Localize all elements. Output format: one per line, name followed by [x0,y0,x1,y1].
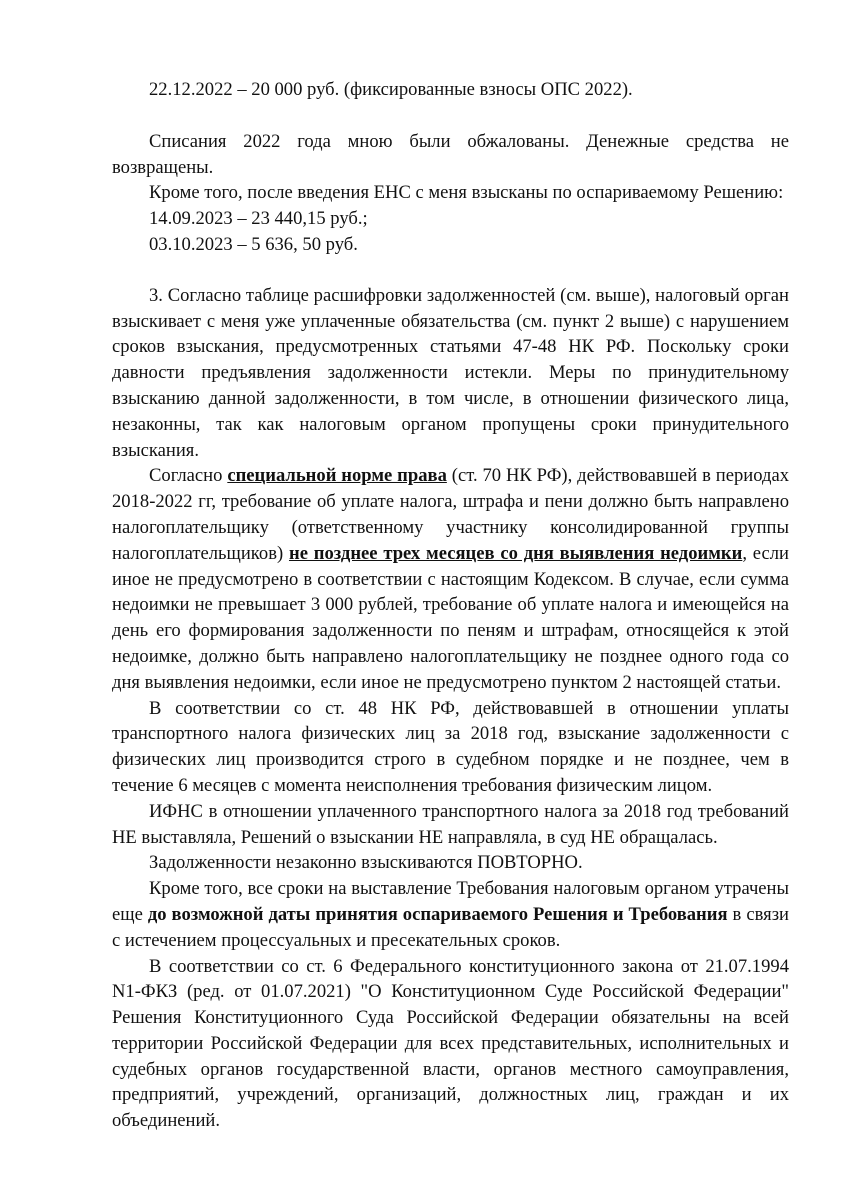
special-norm-emphasis: специальной норме права [227,465,447,487]
deadlines-post: в связи с истечением процессуальных и пресекательных сроков. [112,903,789,951]
special-norm-pre: Согласно [149,465,228,487]
paragraph-fixed-contributions: 22.12.2022 – 20 000 руб. (фиксированные взносы ОПС 2022). [149,79,633,100]
special-norm-post: , если иное не предусмотрено в соответствии с настоящим Кодексом. В случае, если сумма недоимки не превышает 3 000 рублей, требование об уплате налога и имеющейся на день его формирования задолженности по пеням и штрафам, относящейся к этой недоимке, должно быть направлено налогоплательщику не позднее одного года со дня выявления недоимки, если иное не предусмотрено пунктом 2 настоящей статьи. [112,542,789,693]
paragraph-article-48: В соответствии со ст. 48 НК РФ, действовавшей в отношении уплаты транспортного налога физических лиц за 2018 год, взыскание задолженности с физических лиц производится строго в судебном порядке и не позднее, чем в течение 6 месяцев с момента неисполнения требования физическим лицом. [112,697,789,796]
paragraph-ifns: ИФНС в отношении уплаченного транспортного налога за 2018 год требований НЕ выставляла, Решений о взыскании НЕ направляла, в суд НЕ обращалась. [112,800,789,848]
paragraph-deadlines [112,876,789,953]
paragraph-point-3: 3. Согласно таблице расшифровки задолженностей (см. выше), налоговый орган взыскивает с меня уже уплаченные обязательства (см. пункт 2 выше) с нарушением сроков взыскания, предусмотренных статьями 47-48 НК РФ. Поскольку сроки давности предъявления задолженности истекли. Меры по принудительному взысканию данной задолженности, в том числе, в отношении физического лица, незаконны, так как налоговым органом пропущены сроки принудительного взыскания. [112,284,789,461]
collection-line-1: 14.09.2023 – 23 440,15 руб.; [149,208,368,230]
special-norm-deadline-emphasis: не позднее трех месяцев со дня выявления недоимки [288,542,743,564]
deadlines-pre: Кроме того, все сроки на выставление Требования налоговым органом утрачены еще [112,878,789,925]
paragraph-after-ens: Кроме того, после введения ЕНС с меня взысканы по оспариваемому Решению: [149,182,784,204]
paragraph-special-norm [112,463,789,695]
paragraph-constitutional-court: В соответствии со ст. 6 Федерального конституционного закона от 21.07.1994 N1-ФКЗ (ред. от 01.07.2021) "О Конституционном Суде Российской Федерации" Решения Конституционного Суда Российской Федерации обязательны на всей территории Российской Федерации для всех представительных, исполнительных и судебных органов государственной власти, органов местного самоуправления, предприятий, учреждений, организаций, должностных лиц, граждан и их объединений. [112,955,789,1132]
paragraph-repeat: Задолженности незаконно взыскиваются ПОВТОРНО. [149,852,583,874]
deadlines-emphasis: до возможной даты принятия оспариваемого Решения и Требования [147,903,728,925]
document-body [112,77,789,1134]
special-norm-mid: (ст. 70 НК РФ), действовавшей в периодах 2018-2022 гг, требование об уплате налога, штрафа и пени должно быть направлено налогоплательщику (ответственному участнику консолидированной группы налогоплательщиков) [112,465,789,564]
collection-line-2: 03.10.2023 – 5 636, 50 руб. [149,233,358,255]
paragraph-appeal-2022: Списания 2022 года мною были обжалованы. Денежные средства не возвращены. [112,130,789,178]
